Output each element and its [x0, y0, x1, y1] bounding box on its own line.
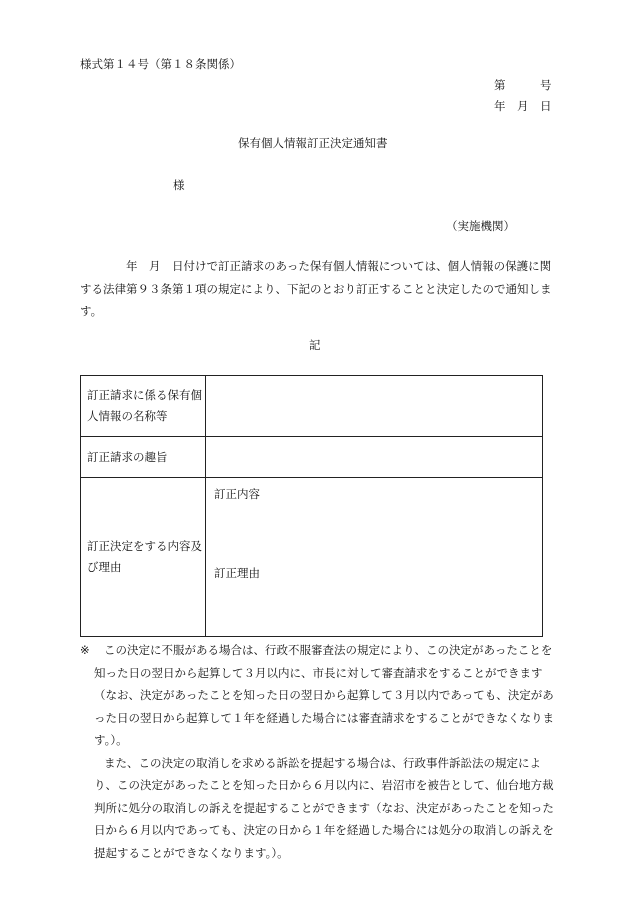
correction-reason-label: 訂正理由	[214, 566, 260, 580]
table-row	[81, 478, 543, 637]
correction-content-label: 訂正内容	[214, 487, 260, 501]
decision-table	[80, 375, 543, 637]
appeal-notice	[80, 639, 556, 864]
issue-date: 年 月 日	[494, 99, 552, 113]
notice-body	[80, 255, 554, 323]
info-name-value	[206, 376, 543, 437]
row-label-decision-content: 訂正決定をする内容及び理由	[81, 478, 206, 637]
row-label-info-name: 訂正請求に係る保有個人情報の名称等	[81, 376, 206, 437]
document-number: 第 号	[494, 78, 552, 92]
appeal-paragraph-2: また、この決定の取消しを求める訴訟を提起する場合は、行政事件訴訟法の規定により、この決定があったことを知った日から６月以内に、岩沼市を被告として、仙台地方裁判所に処分の取消しの訴えを提起することができます（なお、決定があったことを知った日から６月以内であっても、決定の日から１年を経過した場合には処分の取消しの訴えを提起することができなくなります。）。	[94, 755, 554, 860]
appeal-paragraph-1	[80, 639, 556, 752]
ki-heading: 記	[309, 338, 321, 352]
form-number: 様式第１４号（第１８条関係）	[80, 57, 241, 71]
document-title: 保有個人情報訂正決定通知書	[238, 136, 388, 150]
appeal-paragraph-1-text: この決定に不服がある場合は、行政不服審査法の規定により、この決定があったことを知った日の翌日から起算して３月以内に、市長に対して審査請求をすることができます（なお、決定があったことを知った日の翌日から起算して３月以内であっても、決定があった日の翌日から起算して１年を経過した場合には審査請求をすることができなくなります。）。	[94, 643, 554, 747]
table-row	[81, 376, 543, 437]
row-label-request-purpose: 訂正請求の趣旨	[81, 437, 206, 478]
decision-content-cell	[206, 478, 543, 637]
request-purpose-value	[206, 437, 543, 478]
notice-body-text: 年 月 日付けで訂正請求のあった保有個人情報については、個人情報の保護に関する法律第９３条第１項の規定により、下記のとおり訂正することと決定したので通知します。	[80, 259, 552, 318]
table-row	[81, 437, 543, 478]
issuer-agency: （実施機関）	[446, 219, 515, 233]
note-mark: ※	[80, 643, 90, 657]
addressee-suffix: 様	[173, 178, 185, 192]
